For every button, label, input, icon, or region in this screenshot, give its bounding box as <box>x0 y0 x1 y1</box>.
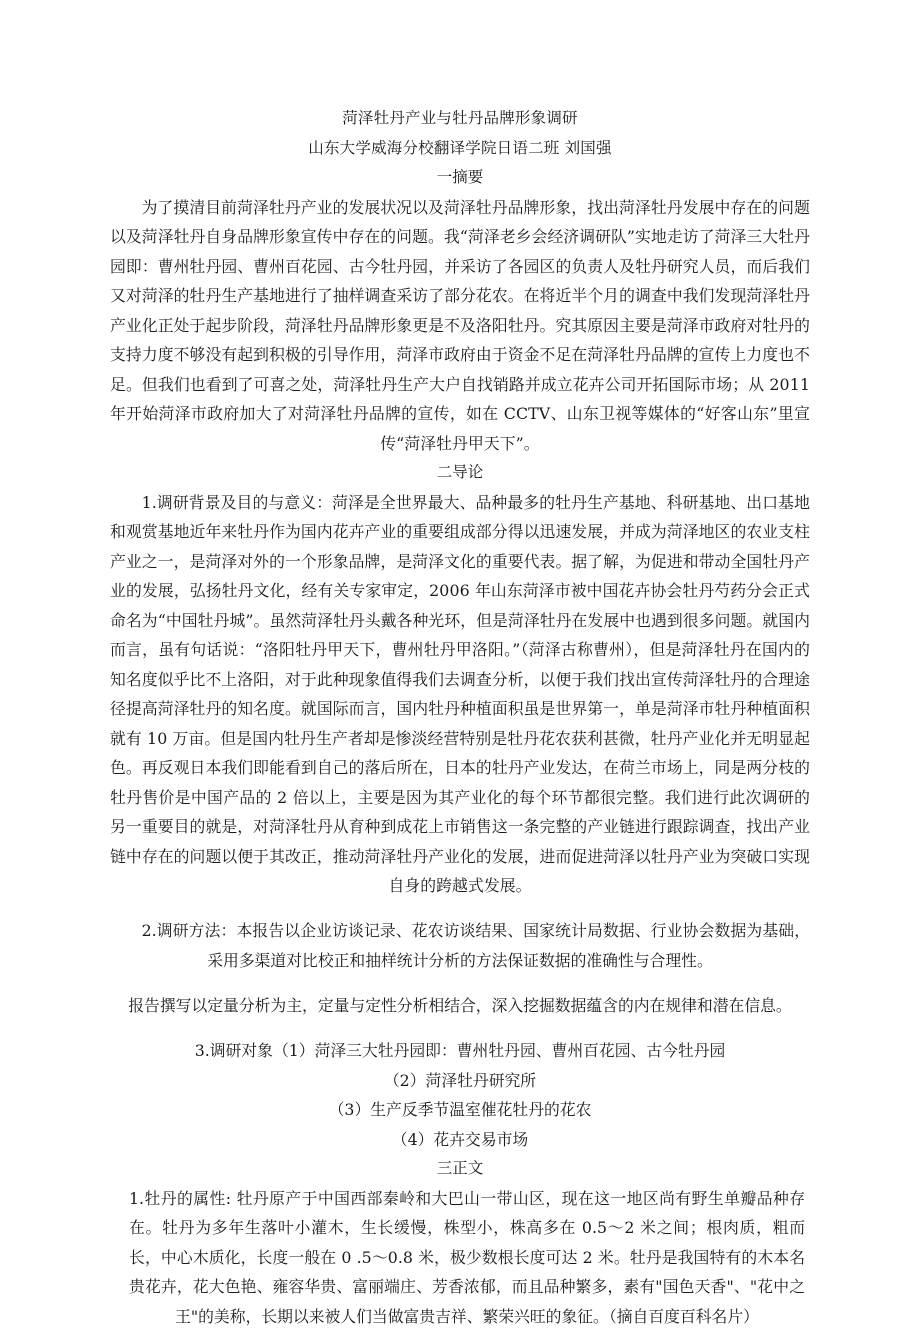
page-title: 菏泽牡丹产业与牡丹品牌形象调研 <box>342 109 578 127</box>
subjects-line-3: （3）生产反季节温室催花牡丹的花农 <box>328 1100 592 1120</box>
section-heading-abstract: 一摘要 <box>436 168 484 186</box>
section-heading-main-text: 三正文 <box>436 1159 484 1178</box>
document-body <box>110 104 810 1331</box>
introduction-background-paragraph: 1.调研背景及目的与意义：菏泽是全世界最大、品种最多的牡丹生产基地、科研基地、出口基地和观赏基地近年来牡丹作为国内花卉产业的重要组成部分得以迅速发展，并成为菏泽地区的农业支柱产业之一，是菏泽对外的一个形象品牌，是菏泽文化的重要代表。据了解，为促进和带动全国牡丹产业的发展，弘扬牡丹文化，经有关专家审定，2006 年山东菏泽市被中国花卉协会牡丹芍药分会正式命名为“中国牡丹城”。虽然菏泽牡丹头戴各种光环，但是菏泽牡丹在发展中也遇到很多问题。就国内而言，虽有句话说：“洛阳牡丹甲天下，曹州牡丹甲洛阳。”（菏泽古称曹州），但是菏泽牡丹在国内的知名度似乎比不上洛阳，对于此种现象值得我们去调查分析，以便于我们找出宣传菏泽牡丹的合理途径提高菏泽牡丹的知名度。就国际而言，国内牡丹种植面积虽是世界第一，单是菏泽市牡丹种植面积就有 10 万亩。但是国内牡丹生产者却是惨淡经营特别是牡丹花农获利甚微，牡丹产业化并无明显起色。再反观日本我们即能看到自己的落后所在，日本的牡丹产业发达，在荷兰市场上，同是两分枝的牡丹售价是中国产品的 2 倍以上，主要是因为其产业化的每个环节都很完整。我们进行此次调研的另一重要目的就是，对菏泽牡丹从育种到成花上市销售这一条完整的产业链进行跟踪调查，找出产业链中存在的问题以便于其改正，推动菏泽牡丹产业化的发展，进而促进菏泽以牡丹产业为突破口实现自身的跨越式发展。 <box>110 492 810 895</box>
section-heading-introduction: 二导论 <box>436 463 484 481</box>
introduction-methods-paragraph: 2.调研方法：本报告以企业访谈记录、花农访谈结果、国家统计局数据、行业协会数据为基础，采用多渠道对比校正和抽样统计分析的方法保证数据的准确性与合理性。 <box>141 921 810 970</box>
introduction-methods-paragraph-2: 报告撰写以定量分析为主，定量与定性分析相结合，深入挖掘数据蕴含的内在规律和潜在信息。 <box>128 996 792 1016</box>
subjects-line-4: （4）花卉交易市场 <box>391 1129 529 1149</box>
main-text-paragraph: 1.牡丹的属性: 牡丹原产于中国西部秦岭和大巴山一带山区，现在这一地区尚有野生单瓣品种存在。牡丹为多年生落叶小灌木，生长缓慢，株型小，株高多在 0.5～2 米之间；根肉质，粗而长，中心木质化，长度一般在 0 .5～0.8 米，极少数根长度可达 2 米。牡丹是我国特有的木本名贵花卉，花大色艳、雍容华贵、富丽端庄、芳香浓郁，而且品种繁多，素有"国色天香"、"花中之王"的美称，长期以来被人们当做富贵吉祥、繁荣兴旺的象征。（摘自百度百科名片） <box>129 1188 805 1326</box>
abstract-paragraph: 为了摸清目前菏泽牡丹产业的发展状况以及菏泽牡丹品牌形象，找出菏泽牡丹发展中存在的问题以及菏泽牡丹自身品牌形象宣传中存在的问题。我“菏泽老乡会经济调研队”实地走访了菏泽三大牡丹园即：曹州牡丹园、曹州百花园、古今牡丹园，并采访了各园区的负责人及牡丹研究人员，而后我们又对菏泽的牡丹生产基地进行了抽样调查采访了部分花农。在将近半个月的调查中我们发现菏泽牡丹产业化正处于起步阶段，菏泽牡丹品牌形象更是不及洛阳牡丹。究其原因主要是菏泽市政府对牡丹的支持力度不够没有起到积极的引导作用，菏泽市政府由于资金不足在菏泽牡丹品牌的宣传上力度也不足。但我们也看到了可喜之处，菏泽牡丹生产大户自找销路并成立花卉公司开拓国际市场；从 2011 年开始菏泽市政府加大了对菏泽牡丹品牌的宣传，如在 CCTV、山东卫视等媒体的“好客山东”里宣传“菏泽牡丹甲天下”。 <box>110 197 810 453</box>
author-line: 山东大学威海分校翻译学院日语二班 刘国强 <box>308 138 612 157</box>
subjects-line-1: 3.调研对象（1）菏泽三大牡丹园即：曹州牡丹园、曹州百花园、古今牡丹园 <box>194 1041 726 1061</box>
subjects-line-2: （2）菏泽牡丹研究所 <box>383 1070 537 1090</box>
